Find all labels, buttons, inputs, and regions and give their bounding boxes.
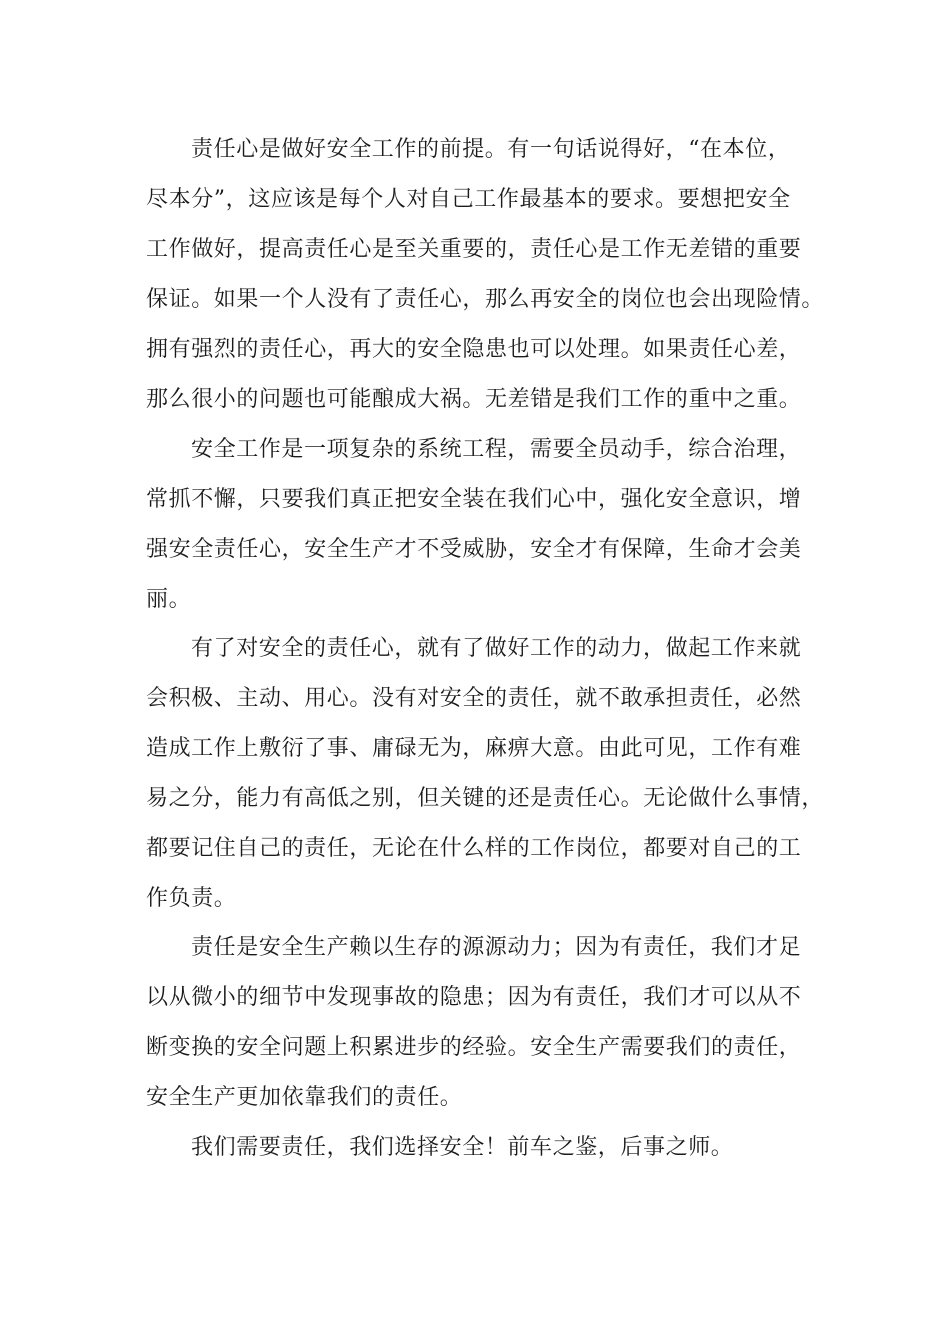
paragraph-3-line-1: 有了对安全的责任心，就有了做好工作的动力，做起工作来就 [191, 636, 802, 661]
paragraph-2-line-1: 安全工作是一项复杂的系统工程，需要全员动手，综合治理， [191, 437, 802, 462]
paragraph-1-line-6: 那么很小的问题也可能酿成大祸。无差错是我们工作的重中之重。 [146, 387, 802, 412]
paragraph-1-line-4: 保证。如果一个人没有了责任心，那么再安全的岗位也会出现险情。 [146, 287, 825, 312]
paragraph-3-line-2: 会积极、主动、用心。没有对安全的责任，就不敢承担责任，必然 [146, 686, 802, 711]
paragraph-1-line-1: 责任心是做好安全工作的前提。有一句话说得好，“在本位， [191, 137, 791, 162]
paragraph-3-line-5: 都要记住自己的责任，无论在什么样的工作岗位，都要对自己的工 [146, 836, 802, 861]
paragraph-4-line-4: 安全生产更加依靠我们的责任。 [146, 1085, 463, 1110]
paragraph-2-line-2: 常抓不懈，只要我们真正把安全装在我们心中，强化安全意识，增 [146, 487, 802, 512]
paragraph-4-line-3: 断变换的安全问题上积累进步的经验。安全生产需要我们的责任， [146, 1035, 802, 1060]
paragraph-3-line-6: 作负责。 [146, 886, 237, 911]
paragraph-4-line-1: 责任是安全生产赖以生存的源源动力；因为有责任，我们才足 [191, 935, 802, 960]
paragraph-5-line-1: 我们需要责任，我们选择安全！前车之鉴，后事之师。 [191, 1135, 734, 1160]
paragraph-1-line-3: 工作做好，提高责任心是至关重要的，责任心是工作无差错的重要 [146, 237, 802, 262]
paragraph-2-line-3: 强安全责任心，安全生产才不受威胁，安全才有保障，生命才会美 [146, 537, 802, 562]
paragraph-2-line-4: 丽。 [146, 587, 192, 612]
paragraph-1-line-2: 尽本分”，这应该是每个人对自己工作最基本的要求。要想把安全 [146, 187, 791, 212]
paragraph-1-line-5: 拥有强烈的责任心，再大的安全隐患也可以处理。如果责任心差， [146, 337, 802, 362]
paragraph-3-line-3: 造成工作上敷衍了事、庸碌无为，麻痹大意。由此可见，工作有难 [146, 736, 802, 761]
paragraph-3-line-4: 易之分，能力有高低之别，但关键的还是责任心。无论做什么事情， [146, 786, 825, 811]
paragraph-4-line-2: 以从微小的细节中发现事故的隐患；因为有责任，我们才可以从不 [146, 985, 802, 1010]
